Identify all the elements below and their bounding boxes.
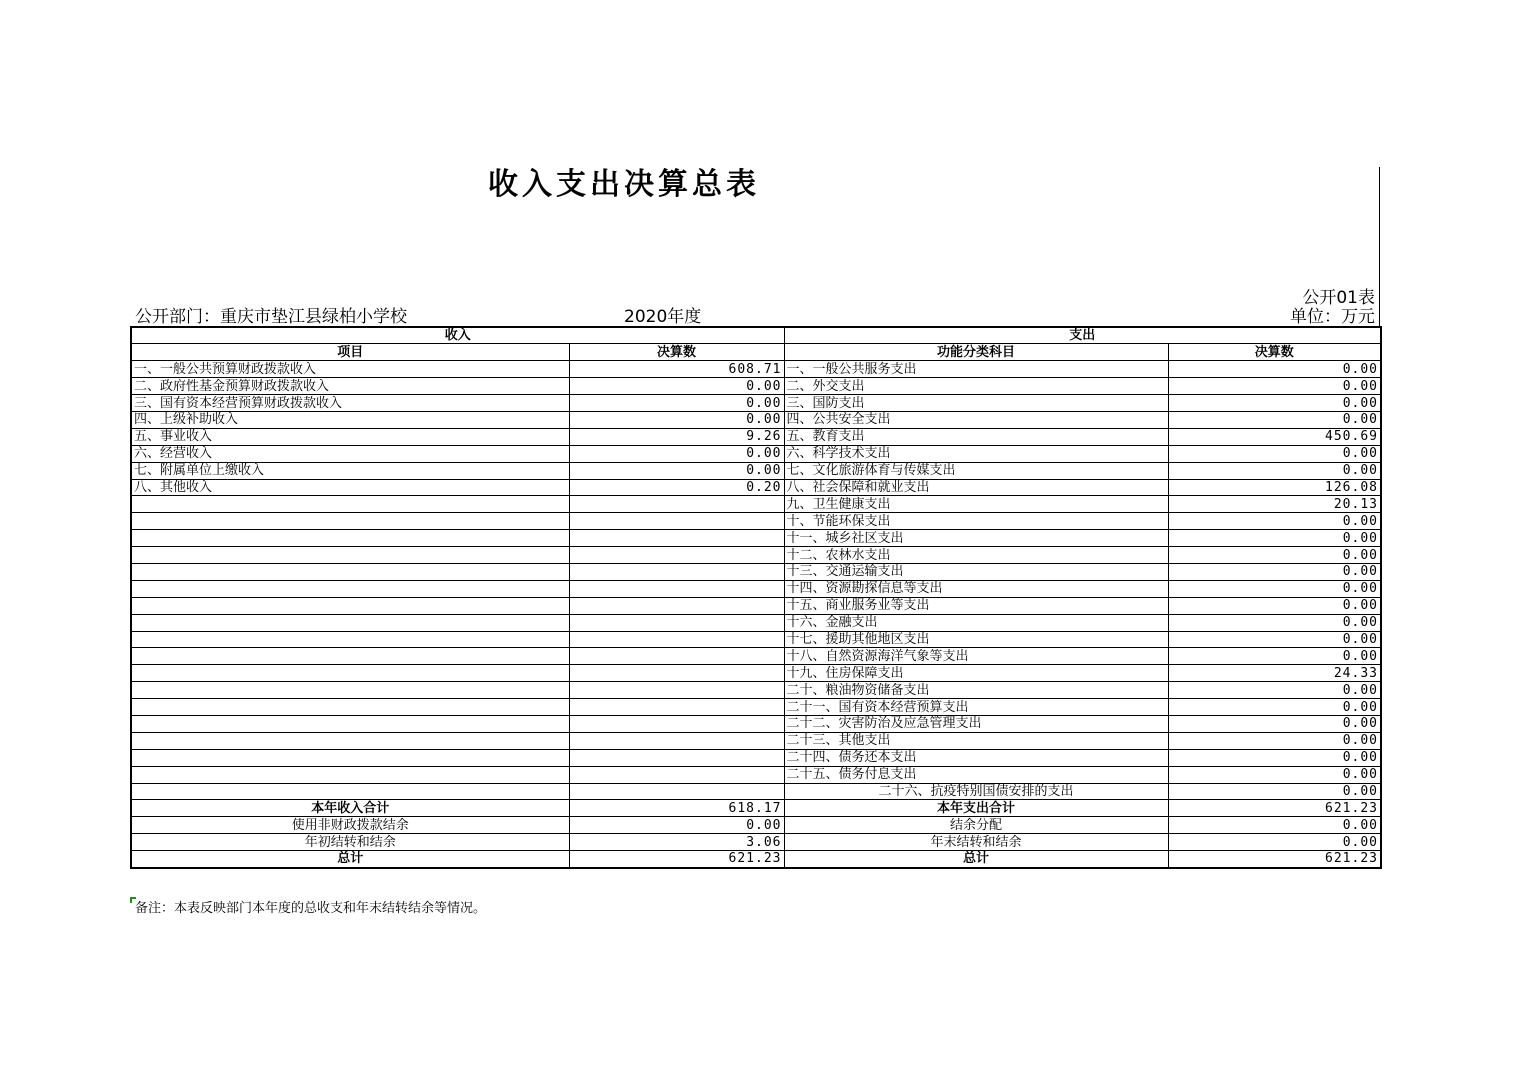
summary-expense-value: 621.23 [1168, 851, 1381, 868]
page-title: 收入支出决算总表 [488, 167, 760, 202]
income-item-label [131, 614, 569, 631]
expense-item-value: 0.00 [1168, 597, 1381, 614]
expense-item-value: 0.00 [1168, 462, 1381, 479]
expense-item-value: 0.00 [1168, 445, 1381, 462]
summary-income-label: 年初结转和结余 [131, 834, 569, 851]
income-item-value [569, 597, 784, 614]
footnote: 备注：本表反映部门本年度的总收支和年末结转结余等情况。 [135, 901, 487, 916]
income-item-label [131, 547, 569, 564]
expense-item-value: 0.00 [1168, 699, 1381, 716]
summary-row [131, 817, 1381, 834]
income-item-label [131, 563, 569, 580]
expense-item-value: 0.00 [1168, 411, 1381, 428]
table-row [131, 766, 1381, 783]
income-item-value [569, 614, 784, 631]
income-item-value: 608.71 [569, 361, 784, 378]
summary-expense-label: 总计 [784, 851, 1168, 868]
income-item-value [569, 563, 784, 580]
expense-item-value: 0.00 [1168, 513, 1381, 530]
table-row [131, 682, 1381, 699]
income-item-label [131, 648, 569, 665]
table-row [131, 530, 1381, 547]
table-row [131, 361, 1381, 378]
income-item-label [131, 699, 569, 716]
summary-income-value: 0.00 [569, 817, 784, 834]
expense-header: 支出 [784, 327, 1381, 344]
expense-item-value: 0.00 [1168, 563, 1381, 580]
income-item-value [569, 732, 784, 749]
expense-item-label: 二十、粮油物资储备支出 [784, 682, 1168, 699]
expense-item-label: 三、国防支出 [784, 395, 1168, 412]
expense-item-label: 六、科学技术支出 [784, 445, 1168, 462]
summary-income-value: 618.17 [569, 800, 784, 817]
column-header-row [131, 344, 1381, 361]
income-item-value: 0.20 [569, 479, 784, 496]
income-item-label [131, 682, 569, 699]
income-item-value [569, 665, 784, 682]
table-row [131, 715, 1381, 732]
expense-item-value: 0.00 [1168, 648, 1381, 665]
income-item-value [569, 530, 784, 547]
expense-item-label: 十七、援助其他地区支出 [784, 631, 1168, 648]
table-row [131, 411, 1381, 428]
income-item-value [569, 766, 784, 783]
expense-item-value: 0.00 [1168, 682, 1381, 699]
expense-item-value: 0.00 [1168, 715, 1381, 732]
income-item-label [131, 783, 569, 800]
income-item-value [569, 631, 784, 648]
summary-expense-value: 621.23 [1168, 800, 1381, 817]
income-item-label: 六、经营收入 [131, 445, 569, 462]
income-item-value [569, 699, 784, 716]
table-row [131, 580, 1381, 597]
income-item-value [569, 682, 784, 699]
expense-item-label: 十五、商业服务业等支出 [784, 597, 1168, 614]
income-header: 收入 [131, 327, 784, 344]
expense-item-value: 0.00 [1168, 783, 1381, 800]
income-item-value: 0.00 [569, 462, 784, 479]
income-item-label [131, 496, 569, 513]
summary-expense-value: 0.00 [1168, 817, 1381, 834]
table-row [131, 732, 1381, 749]
summary-row [131, 800, 1381, 817]
table-row [131, 597, 1381, 614]
item-header: 项目 [131, 344, 569, 361]
expense-item-value: 0.00 [1168, 580, 1381, 597]
expense-item-value: 0.00 [1168, 766, 1381, 783]
amount-header: 决算数 [569, 344, 784, 361]
table-row [131, 614, 1381, 631]
expense-item-label: 十、节能环保支出 [784, 513, 1168, 530]
income-item-label [131, 732, 569, 749]
income-item-label [131, 530, 569, 547]
table-row [131, 783, 1381, 800]
sheet-edge-line [1379, 167, 1380, 327]
summary-income-label: 总计 [131, 851, 569, 868]
income-item-value [569, 580, 784, 597]
expense-item-label: 十八、自然资源海洋气象等支出 [784, 648, 1168, 665]
expense-item-label: 二十二、灾害防治及应急管理支出 [784, 715, 1168, 732]
summary-income-label: 本年收入合计 [131, 800, 569, 817]
expense-item-value: 0.00 [1168, 530, 1381, 547]
section-header-row [131, 327, 1381, 344]
expense-item-value: 0.00 [1168, 547, 1381, 564]
expense-item-value: 0.00 [1168, 361, 1381, 378]
expense-item-value: 0.00 [1168, 378, 1381, 395]
expense-item-label: 十四、资源勘探信息等支出 [784, 580, 1168, 597]
expense-item-label: 四、公共安全支出 [784, 411, 1168, 428]
income-item-value: 9.26 [569, 428, 784, 445]
income-item-value [569, 648, 784, 665]
income-item-value [569, 547, 784, 564]
income-item-value: 0.00 [569, 395, 784, 412]
department-label: 公开部门：重庆市垫江县绿柏小学校 [135, 307, 407, 327]
expense-item-label: 七、文化旅游体育与传媒支出 [784, 462, 1168, 479]
expense-item-value: 126.08 [1168, 479, 1381, 496]
amount2-header: 决算数 [1168, 344, 1381, 361]
summary-row [131, 834, 1381, 851]
income-item-value: 0.00 [569, 411, 784, 428]
income-item-label: 八、其他收入 [131, 479, 569, 496]
income-item-label: 五、事业收入 [131, 428, 569, 445]
summary-expense-label: 本年支出合计 [784, 800, 1168, 817]
income-item-label [131, 749, 569, 766]
expense-item-label: 八、社会保障和就业支出 [784, 479, 1168, 496]
form-number: 公开01表 [1302, 288, 1375, 308]
expense-item-label: 二、外交支出 [784, 378, 1168, 395]
expense-item-label: 二十三、其他支出 [784, 732, 1168, 749]
expense-item-label: 十六、金融支出 [784, 614, 1168, 631]
expense-item-label: 十一、城乡社区支出 [784, 530, 1168, 547]
expense-item-label: 五、教育支出 [784, 428, 1168, 445]
income-item-label [131, 580, 569, 597]
income-item-label: 一、一般公共预算财政拨款收入 [131, 361, 569, 378]
expense-item-label: 九、卫生健康支出 [784, 496, 1168, 513]
summary-expense-label: 年末结转和结余 [784, 834, 1168, 851]
income-item-value [569, 496, 784, 513]
table-row [131, 665, 1381, 682]
income-item-value [569, 783, 784, 800]
table-row [131, 378, 1381, 395]
income-item-label: 四、上级补助收入 [131, 411, 569, 428]
table-row [131, 496, 1381, 513]
expense-item-label: 二十四、债务还本支出 [784, 749, 1168, 766]
income-item-value: 0.00 [569, 378, 784, 395]
table-row [131, 547, 1381, 564]
table-row [131, 648, 1381, 665]
income-item-label [131, 715, 569, 732]
table-row [131, 699, 1381, 716]
income-item-value [569, 749, 784, 766]
summary-expense-value: 0.00 [1168, 834, 1381, 851]
income-item-label [131, 597, 569, 614]
table-row [131, 513, 1381, 530]
func-category-header: 功能分类科目 [784, 344, 1168, 361]
income-item-value [569, 513, 784, 530]
expense-item-label: 一、一般公共服务支出 [784, 361, 1168, 378]
table-row [131, 462, 1381, 479]
budget-table [130, 326, 1382, 869]
table-row [131, 631, 1381, 648]
income-item-label [131, 631, 569, 648]
expense-item-label: 二十五、债务付息支出 [784, 766, 1168, 783]
expense-item-label: 十二、农林水支出 [784, 547, 1168, 564]
table-row [131, 749, 1381, 766]
summary-income-value: 3.06 [569, 834, 784, 851]
table-row [131, 479, 1381, 496]
expense-item-label: 二十一、国有资本经营预算支出 [784, 699, 1168, 716]
expense-item-value: 0.00 [1168, 749, 1381, 766]
expense-item-value: 0.00 [1168, 631, 1381, 648]
income-item-label [131, 766, 569, 783]
expense-item-label: 十九、住房保障支出 [784, 665, 1168, 682]
table-row [131, 563, 1381, 580]
income-item-label: 七、附属单位上缴收入 [131, 462, 569, 479]
expense-item-value: 0.00 [1168, 395, 1381, 412]
expense-item-value: 0.00 [1168, 732, 1381, 749]
income-item-label [131, 513, 569, 530]
income-item-label [131, 665, 569, 682]
expense-item-value: 450.69 [1168, 428, 1381, 445]
summary-expense-label: 结余分配 [784, 817, 1168, 834]
expense-item-value: 24.33 [1168, 665, 1381, 682]
summary-income-label: 使用非财政拨款结余 [131, 817, 569, 834]
unit-label: 单位：万元 [1290, 307, 1375, 327]
expense-item-value: 0.00 [1168, 614, 1381, 631]
table-row [131, 395, 1381, 412]
income-item-label: 三、国有资本经营预算财政拨款收入 [131, 395, 569, 412]
expense-item-label: 十三、交通运输支出 [784, 563, 1168, 580]
income-item-value [569, 715, 784, 732]
table-row [131, 428, 1381, 445]
expense-item-value: 20.13 [1168, 496, 1381, 513]
expense-item-label: 二十六、抗疫特别国债安排的支出 [784, 783, 1168, 800]
summary-income-value: 621.23 [569, 851, 784, 868]
income-item-label: 二、政府性基金预算财政拨款收入 [131, 378, 569, 395]
summary-row [131, 851, 1381, 868]
table-row [131, 445, 1381, 462]
year-label: 2020年度 [624, 307, 702, 327]
income-item-value: 0.00 [569, 445, 784, 462]
